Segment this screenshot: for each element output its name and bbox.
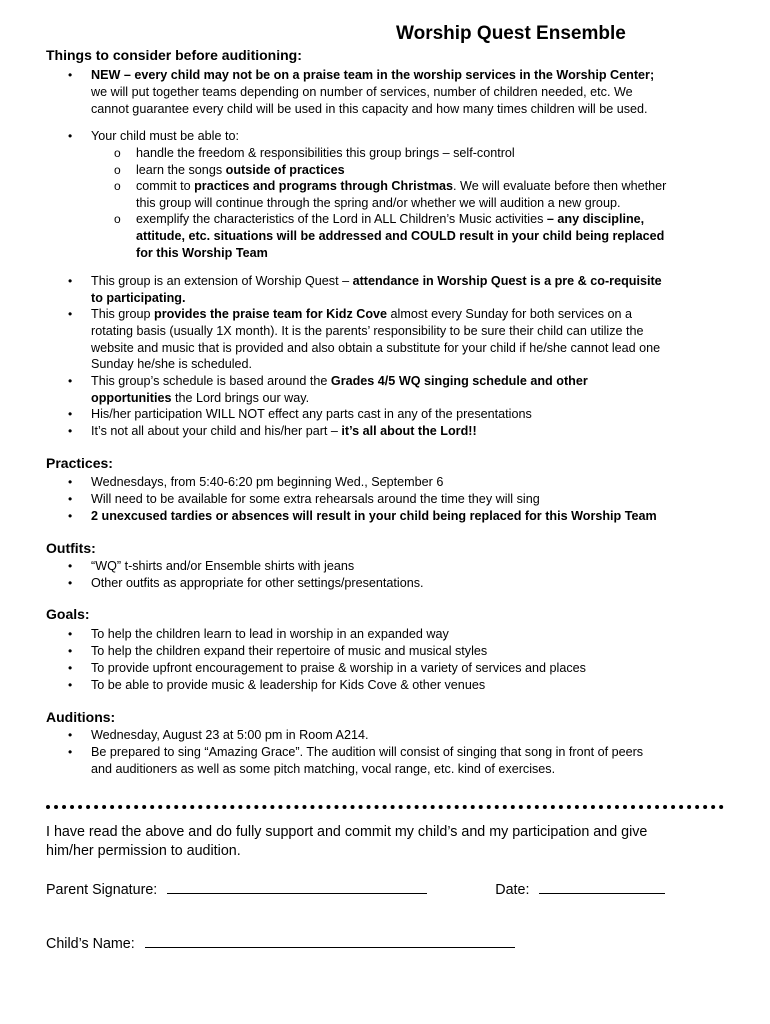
bullet-icon: • (68, 576, 73, 590)
circle-bullet-icon: o (114, 163, 121, 177)
bullet-icon: • (68, 475, 73, 489)
list-item: • NEW – every child may not be on a praise team in the worship services in the Worship Center; we will put together teams depending on number of services, number of children needed, etc. We cannot guarantee every child will be used in this capacity and how many times children will be used. (68, 68, 655, 116)
bullet-icon: • (68, 424, 73, 438)
bullet-icon: • (68, 745, 73, 759)
bullet-icon: • (68, 374, 73, 388)
goals-heading: Goals: (46, 606, 90, 622)
bullet-icon: • (68, 661, 73, 675)
list-item: • This group’s schedule is based around the Grades 4/5 WQ singing schedule and other opportunities the Lord brings our way. (68, 374, 588, 405)
list-item: • To help the children learn to lead in worship in an expanded way (68, 627, 449, 641)
bullet-icon: • (68, 678, 73, 692)
things-heading: Things to consider before auditioning: (46, 47, 302, 63)
auditions-heading: Auditions: (46, 709, 116, 725)
bullet-icon: • (68, 68, 73, 82)
agreement-text: I have read the above and do fully support and commit my child’s and my participation and give him/her permission to audition. (46, 824, 648, 859)
list-item: • Your child must be able to: (68, 129, 239, 143)
list-item: • 2 unexcused tardies or absences will result in your child being replaced for this Worship Team (68, 509, 657, 523)
bullet-icon: • (68, 509, 73, 523)
bullet-icon: • (68, 728, 73, 742)
sub-list-item: o commit to practices and programs through Christmas. We will evaluate before then whether this group will continue through the spring and/or whether we will audition a new group. (114, 179, 667, 210)
bullet-icon: • (68, 129, 73, 143)
list-item: • Wednesdays, from 5:40-6:20 pm beginning Wed., September 6 (68, 475, 444, 489)
list-item: • Will need to be available for some extra rehearsals around the time they will sing (68, 492, 540, 506)
outfits-heading: Outfits: (46, 540, 96, 556)
bullet-icon: • (68, 407, 73, 421)
parent-signature-field[interactable] (167, 879, 427, 894)
list-item: • To provide upfront encouragement to praise & worship in a variety of services and places (68, 661, 586, 675)
bullet-icon: • (68, 559, 73, 573)
list-item: • His/her participation WILL NOT effect any parts cast in any of the presentations (68, 407, 532, 421)
bullet-icon: • (68, 307, 73, 321)
circle-bullet-icon: o (114, 146, 121, 160)
bullet-icon: • (68, 492, 73, 506)
practices-heading: Practices: (46, 455, 113, 471)
sub-list-item: o learn the songs outside of practices (114, 163, 345, 177)
list-item: • This group is an extension of Worship Quest – attendance in Worship Quest is a pre & co-requisite to participating. (68, 274, 662, 305)
list-item: • Wednesday, August 23 at 5:00 pm in Room A214. (68, 728, 369, 742)
sub-list-item: o exemplify the characteristics of the Lord in ALL Children’s Music activities – any discipline, attitude, etc. situations will be addressed and COULD result in your child being replaced for this Worship Team (114, 212, 665, 260)
child-name-field[interactable] (145, 933, 515, 948)
bullet-icon: • (68, 274, 73, 288)
child-name-row (46, 933, 726, 954)
list-item: • “WQ” t-shirts and/or Ensemble shirts with jeans (68, 559, 355, 573)
list-item: • This group provides the praise team for Kidz Cove almost every Sunday for both services on a rotating basis (usually 1X month). It is the parents’ responsibility to be sure their child can utilize the website and music that is provided and also obtain a substitute for your child if he/she cannot lead one Sunday he/she is scheduled. (68, 307, 661, 372)
list-item: • Be prepared to sing “Amazing Grace”. The audition will consist of singing that song in front of peers and auditioners as well as some pitch matching, vocal range, etc. kind of exercises. (68, 745, 644, 776)
list-item: • To be able to provide music & leadership for Kids Cove & other venues (68, 678, 486, 692)
parent-signature-row (46, 879, 726, 900)
parent-signature-label: Parent Signature: (46, 882, 158, 898)
document-title: Worship Quest Ensemble (396, 23, 626, 44)
bullet-icon: • (68, 644, 73, 658)
child-name-label: Child’s Name: (46, 936, 135, 952)
circle-bullet-icon: o (114, 212, 121, 226)
sub-list-item: o handle the freedom & responsibilities this group brings – self-control (114, 146, 515, 160)
date-label: Date: (495, 882, 530, 898)
tear-line-divider (46, 805, 724, 809)
list-item: • To help the children expand their repertoire of music and musical styles (68, 644, 488, 658)
circle-bullet-icon: o (114, 179, 121, 193)
bullet-icon: • (68, 627, 73, 641)
list-item: • It’s not all about your child and his/her part – it’s all about the Lord!! (68, 424, 477, 438)
date-field[interactable] (539, 879, 665, 894)
list-item: • Other outfits as appropriate for other settings/presentations. (68, 576, 424, 590)
